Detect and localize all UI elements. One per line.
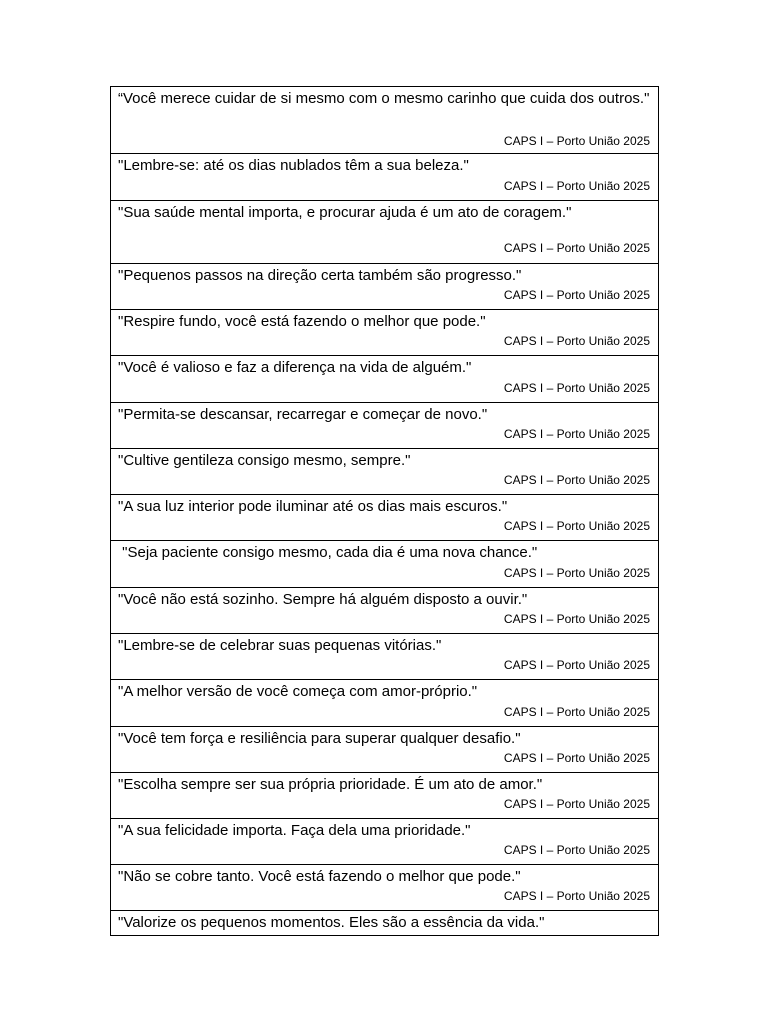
quote-credit: CAPS I – Porto União 2025 bbox=[503, 288, 650, 302]
quote-text: "Você é valioso e faz a diferença na vida de alguém." bbox=[118, 359, 472, 376]
quote-text: "Escolha sempre ser sua própria prioridade. É um ato de amor." bbox=[118, 776, 543, 793]
quote-text: "Lembre-se: até os dias nublados têm a sua beleza." bbox=[118, 157, 469, 174]
quote-text: "Permita-se descansar, recarregar e começar de novo." bbox=[118, 406, 488, 423]
quote-text: "Você tem força e resiliência para superar qualquer desafio." bbox=[118, 730, 521, 747]
quote-credit: CAPS I – Porto União 2025 bbox=[503, 334, 650, 348]
quote-table bbox=[110, 86, 659, 936]
quote-text: "Você não está sozinho. Sempre há alguém disposto a ouvir." bbox=[118, 591, 528, 608]
quote-row bbox=[111, 495, 658, 541]
quote-row bbox=[111, 634, 658, 680]
quote-row bbox=[111, 449, 658, 495]
quote-text: "Respire fundo, você está fazendo o melhor que pode." bbox=[118, 313, 486, 330]
quote-credit: CAPS I – Porto União 2025 bbox=[503, 705, 650, 719]
quote-credit: CAPS I – Porto União 2025 bbox=[503, 566, 650, 580]
quote-credit: CAPS I – Porto União 2025 bbox=[503, 658, 650, 672]
quote-row bbox=[111, 403, 658, 449]
quote-text: "Sua saúde mental importa, e procurar ajuda é um ato de coragem." bbox=[118, 204, 572, 221]
quote-row bbox=[111, 865, 658, 911]
quote-row bbox=[111, 541, 658, 588]
quote-row bbox=[111, 727, 658, 773]
quote-row bbox=[111, 911, 658, 936]
quote-row bbox=[111, 264, 658, 310]
quote-text: "A melhor versão de você começa com amor-próprio." bbox=[118, 683, 478, 700]
quote-credit: CAPS I – Porto União 2025 bbox=[503, 241, 650, 255]
quote-credit: CAPS I – Porto União 2025 bbox=[503, 179, 650, 193]
quote-row bbox=[111, 680, 658, 727]
quote-text: "A sua luz interior pode iluminar até os dias mais escuros." bbox=[118, 498, 508, 515]
quote-row bbox=[111, 819, 658, 865]
quote-text: "Seja paciente consigo mesmo, cada dia é uma nova chance." bbox=[118, 544, 538, 561]
quote-credit: CAPS I – Porto União 2025 bbox=[503, 797, 650, 811]
quote-row bbox=[111, 588, 658, 634]
quote-credit: CAPS I – Porto União 2025 bbox=[503, 134, 650, 148]
quote-text: "Valorize os pequenos momentos. Eles são a essência da vida." bbox=[118, 914, 545, 931]
quote-row bbox=[111, 154, 658, 201]
quote-text: “Você merece cuidar de si mesmo com o mesmo carinho que cuida dos outros." bbox=[118, 90, 650, 107]
quote-text: "Não se cobre tanto. Você está fazendo o melhor que pode." bbox=[118, 868, 521, 885]
quote-credit: CAPS I – Porto União 2025 bbox=[503, 381, 650, 395]
quote-row bbox=[111, 356, 658, 403]
quote-credit: CAPS I – Porto União 2025 bbox=[503, 612, 650, 626]
quote-row bbox=[111, 310, 658, 356]
quote-row bbox=[111, 773, 658, 819]
quote-credit: CAPS I – Porto União 2025 bbox=[503, 473, 650, 487]
quote-credit: CAPS I – Porto União 2025 bbox=[503, 519, 650, 533]
quote-text: "A sua felicidade importa. Faça dela uma prioridade." bbox=[118, 822, 471, 839]
quote-credit: CAPS I – Porto União 2025 bbox=[503, 843, 650, 857]
quote-credit: CAPS I – Porto União 2025 bbox=[503, 751, 650, 765]
quote-text: "Cultive gentileza consigo mesmo, sempre." bbox=[118, 452, 411, 469]
quote-row bbox=[111, 201, 658, 264]
quote-text: "Lembre-se de celebrar suas pequenas vitórias." bbox=[118, 637, 442, 654]
quote-row bbox=[111, 87, 658, 154]
quote-text: "Pequenos passos na direção certa também são progresso." bbox=[118, 267, 522, 284]
quote-credit: CAPS I – Porto União 2025 bbox=[503, 427, 650, 441]
quote-credit: CAPS I – Porto União 2025 bbox=[503, 889, 650, 903]
